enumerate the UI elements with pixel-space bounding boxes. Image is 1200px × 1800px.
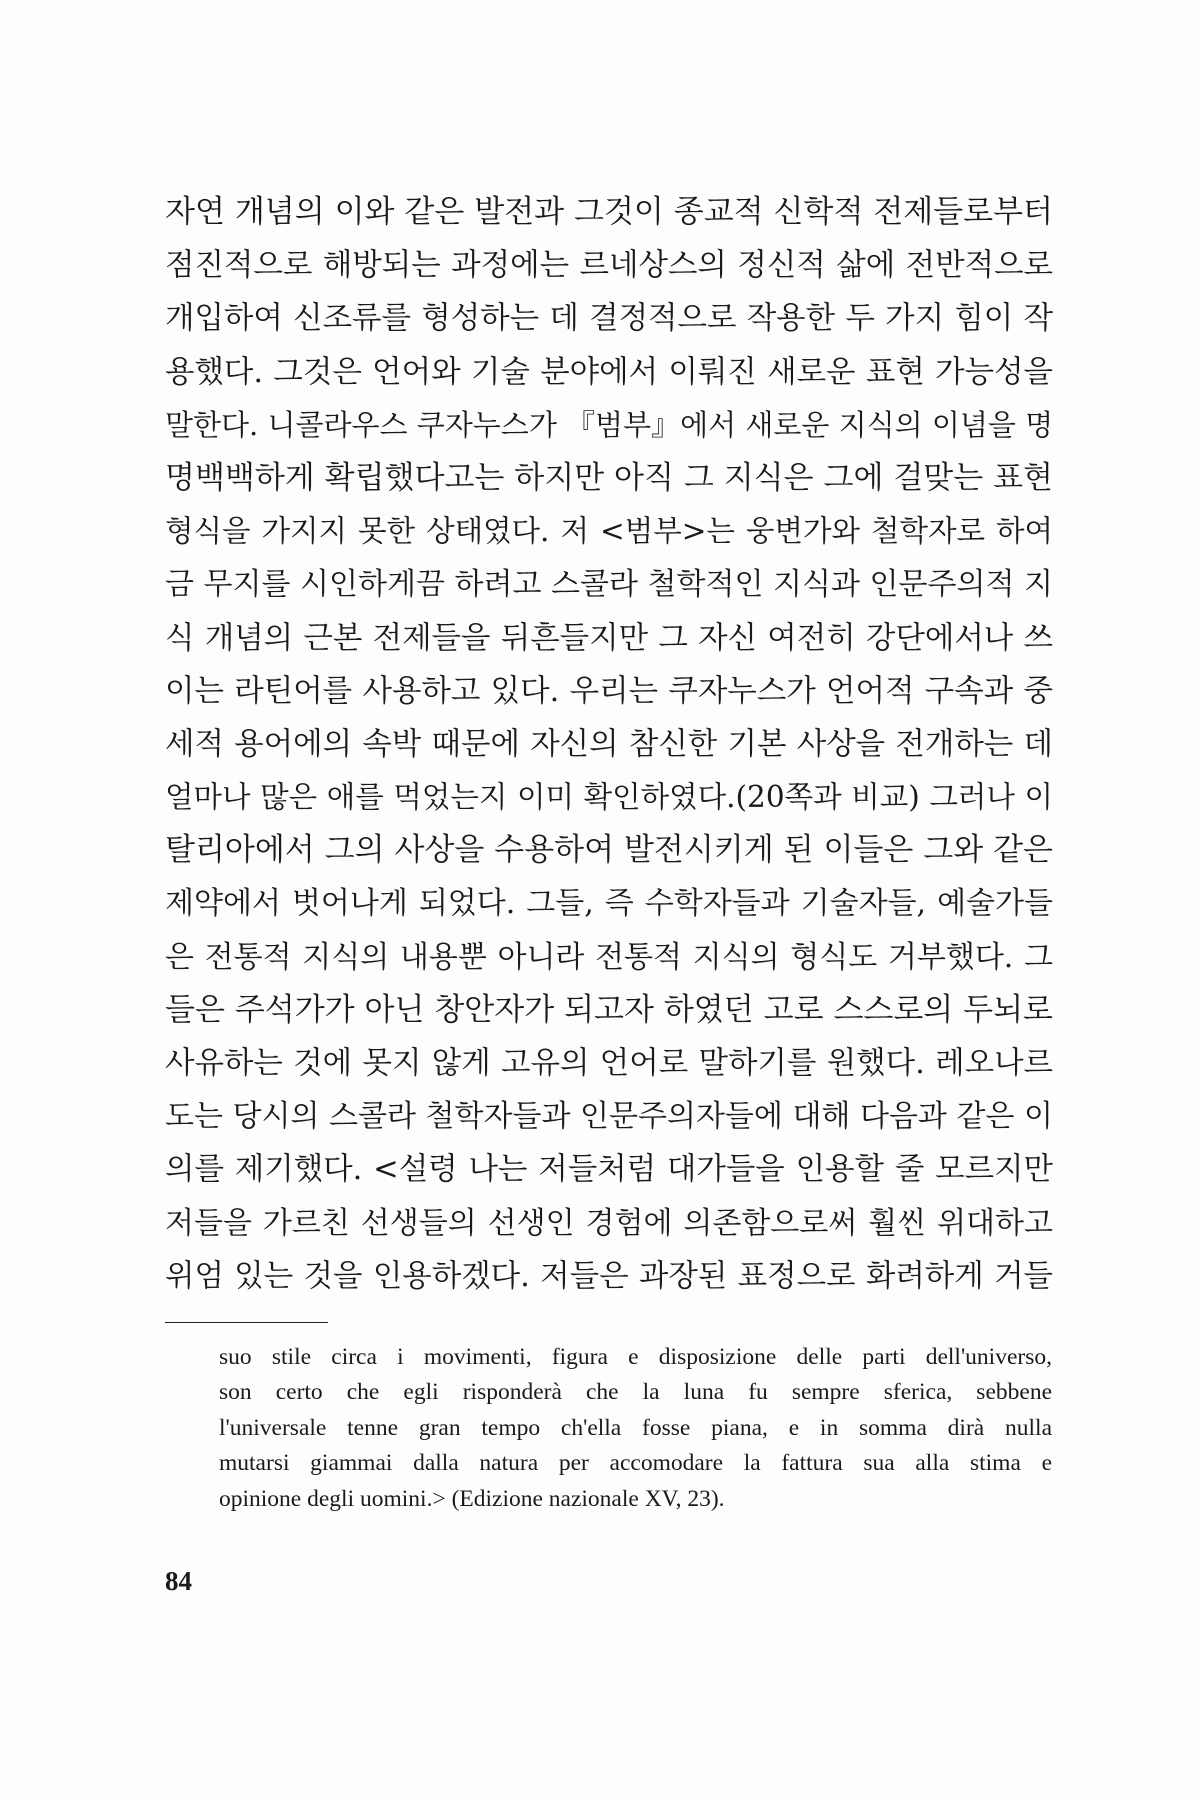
footnote-line: suo stile circa i movimenti, figura e disposizione delle parti dell'universo, [219,1344,1052,1370]
body-line: 세적 용어에의 속박 때문에 자신의 참신한 기본 사상을 전개하는 데 [165,726,1053,762]
body-line: 제약에서 벗어나게 되었다. 그들, 즉 수학자들과 기술자들, 예술가들 [165,886,1053,922]
body-paragraph [165,186,1053,1303]
body-line: 점진적으로 해방되는 과정에는 르네상스의 정신적 삶에 전반적으로 [165,248,1053,284]
body-line: 말한다. 니콜라우스 쿠자누스가 『범부』에서 새로운 지식의 이념을 명 [165,407,1054,442]
body-line: 은 전통적 지식의 내용뿐 아니라 전통적 지식의 형식도 거부했다. 그 [165,939,1053,975]
footnote-divider [165,1322,328,1323]
page-number: 84 [165,1566,192,1596]
body-line: 금 무지를 시인하게끔 하려고 스콜라 철학적인 지식과 인문주의적 지 [165,567,1053,603]
body-line: 의를 제기했다. <설령 나는 저들처럼 대가들을 인용할 줄 모르지만 [165,1152,1053,1188]
body-line: 자연 개념의 이와 같은 발전과 그것이 종교적 신학적 전제들로부터 [165,194,1053,230]
footnote-line: l'universale tenne gran tempo ch'ella fosse piana, e in somma dirà nulla [219,1414,1052,1441]
body-line: 탈리아에서 그의 사상을 수용하여 발전시키게 된 이들은 그와 같은 [165,832,1053,869]
body-line: 명백백하게 확립했다고는 하지만 아직 그 지식은 그에 걸맞는 표현 [165,459,1053,496]
footnote [219,1340,1052,1517]
body-line: 위엄 있는 것을 인용하겠다. 저들은 과장된 표정으로 화려하게 거들 [165,1258,1053,1294]
body-line: 형식을 가지지 못한 상태였다. 저 <범부>는 웅변가와 철학자로 하여 [165,514,1053,549]
body-line: 들은 주석가가 아닌 창안자가 되고자 하였던 고로 스스로의 두뇌로 [165,991,1053,1028]
body-line: 얼마나 많은 애를 먹었는지 이미 확인하였다.(20쪽과 비교) 그러나 이 [165,780,1053,815]
footnote-line: opinione degli uomini.> (Edizione nazionale XV, 23). [219,1485,725,1512]
body-line: 개입하여 신조류를 형성하는 데 결정적으로 작용한 두 가지 힘이 작 [165,301,1053,337]
body-line: 도는 당시의 스콜라 철학자들과 인문주의자들에 대해 다음과 같은 이 [165,1099,1053,1135]
body-line: 저들을 가르친 선생들의 선생인 경험에 의존함으로써 훨씬 위대하고 [165,1205,1053,1241]
body-line: 사유하는 것에 못지 않게 고유의 언어로 말하기를 원했다. 레오나르 [165,1046,1053,1081]
footnote-line: mutarsi giammai dalla natura per accomodare la fattura sua alla stima e [219,1450,1052,1477]
footnote-line: son certo che egli risponderà che la luna fu sempre sferica, sebbene [219,1379,1052,1406]
body-line: 이는 라틴어를 사용하고 있다. 우리는 쿠자누스가 언어적 구속과 중 [165,673,1053,709]
body-line: 식 개념의 근본 전제들을 뒤흔들지만 그 자신 여전히 강단에서나 쓰 [165,620,1053,656]
body-line: 용했다. 그것은 언어와 기술 분야에서 이뤄진 새로운 표현 가능성을 [165,354,1053,390]
